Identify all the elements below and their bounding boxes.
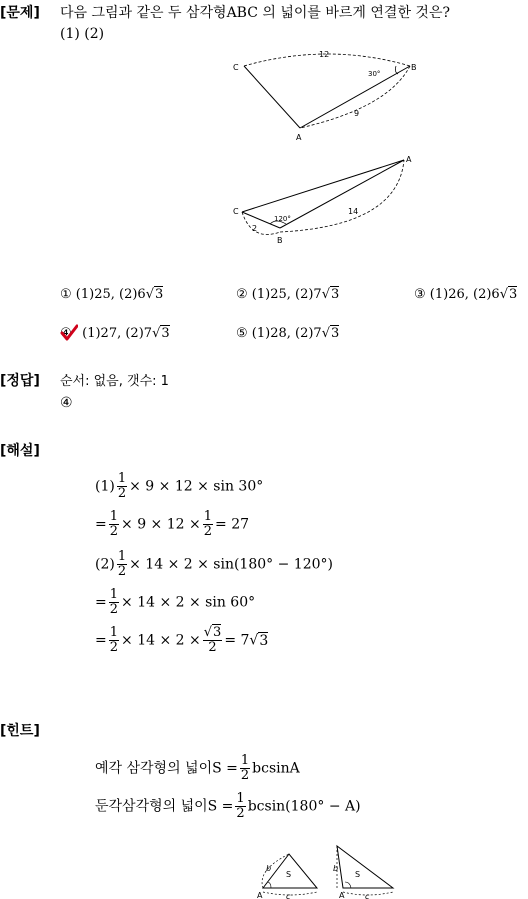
fig1-side-ba: 9 <box>354 109 360 118</box>
fig1-angle: 30° <box>368 70 381 78</box>
answer-meta: 순서: 없음, 갯수: 1 <box>60 374 169 389</box>
answer-value: ④ <box>60 395 73 411</box>
hint-triangle-figures <box>255 842 400 899</box>
choice-1-num: ① <box>60 287 72 302</box>
hint-line-2: 둔각삼각형의 넓이S = $\frac{1}{2}$ bcsin(180° − A) <box>95 791 361 821</box>
hint-fig2-c: c <box>365 892 370 899</box>
choice-2-num: ② <box>236 287 248 302</box>
choice-5-num: ⑤ <box>236 326 248 341</box>
explanation-line-1: (1) $\frac{1}{2}$ × 9 × 12 × sin 30° <box>95 471 264 501</box>
choice-4-text: (1)27, (2)7 <box>82 326 153 341</box>
hint-fig2-s: S <box>355 870 361 879</box>
choice-4-rad: 3 <box>161 326 170 341</box>
fig2-vertex-b: B <box>277 236 283 245</box>
checkmark-icon <box>60 324 78 342</box>
fig1-side-cb: 12 <box>319 50 330 59</box>
explanation-line-2: = $\frac{1}{2}$ × 9 × 12 × $\frac{1}{2}$ = 27 <box>95 509 250 539</box>
hint-line-1: 예각 삼각형의 넓이S = $\frac{1}{2}$ bcsinA <box>95 753 300 783</box>
choice-1[interactable]: ① (1)25, (2)6√3 <box>60 287 164 302</box>
hint-label: [힌트] <box>0 723 40 739</box>
choice-3-text: (1)26, (2)6 <box>429 287 500 302</box>
hint-fig2-b: b <box>333 864 339 873</box>
fig2-angle: 120° <box>274 215 291 223</box>
hint-fig1-b: b <box>266 864 272 873</box>
fig1-vertex-b: B <box>411 63 417 72</box>
hint-fig1-a: A <box>257 891 263 899</box>
choice-1-rad: 3 <box>155 287 164 302</box>
hint-fig2-a: A <box>339 891 345 899</box>
choice-2[interactable]: ② (1)25, (2)7√3 <box>236 287 340 302</box>
choice-5-rad: 3 <box>331 326 340 341</box>
explanation-line-5: = $\frac{1}{2}$ × 14 × 2 × $\frac{√3}{2}$ = 7√3 <box>95 625 269 655</box>
choice-3[interactable]: ③ (1)26, (2)6√3 <box>414 287 518 302</box>
choice-2-text: (1)25, (2)7 <box>251 287 322 302</box>
explanation-label: [해설] <box>0 443 40 459</box>
choice-3-num: ③ <box>414 287 426 302</box>
choice-1-text: (1)25, (2)6 <box>75 287 146 302</box>
choice-5-text: (1)28, (2)7 <box>251 326 322 341</box>
triangle-figure-1 <box>228 48 424 148</box>
choice-4-num: ④ <box>60 326 72 341</box>
choice-5[interactable]: ⑤ (1)28, (2)7√3 <box>236 326 340 341</box>
fig2-side-ba: 14 <box>348 207 359 216</box>
answer-label: [정답] <box>0 373 40 389</box>
fig2-vertex-a: A <box>406 155 412 164</box>
hint-fig1-c: c <box>286 892 291 899</box>
question-label: [문제] <box>0 5 40 21</box>
choice-4[interactable]: ④ (1)27, (2)7√3 <box>60 326 170 341</box>
choice-3-rad: 3 <box>509 287 518 302</box>
question-parts: (1) (2) <box>60 26 105 42</box>
fig1-vertex-a: A <box>296 133 302 142</box>
question-text: 다음 그림과 같은 두 삼각형ABC 의 넓이를 바르게 연결한 것은? <box>60 5 450 21</box>
hint-fig1-s: S <box>286 870 292 879</box>
fig1-vertex-c: C <box>233 63 239 72</box>
explanation-line-3: (2) $\frac{1}{2}$ × 14 × 2 × sin(180° − 120°) <box>95 549 333 579</box>
choice-2-rad: 3 <box>331 287 340 302</box>
triangle-figure-2 <box>228 150 424 250</box>
fig2-side-cb: 2 <box>252 224 258 233</box>
fig2-vertex-c: C <box>233 207 239 216</box>
explanation-line-4: = $\frac{1}{2}$ × 14 × 2 × sin 60° <box>95 587 256 617</box>
